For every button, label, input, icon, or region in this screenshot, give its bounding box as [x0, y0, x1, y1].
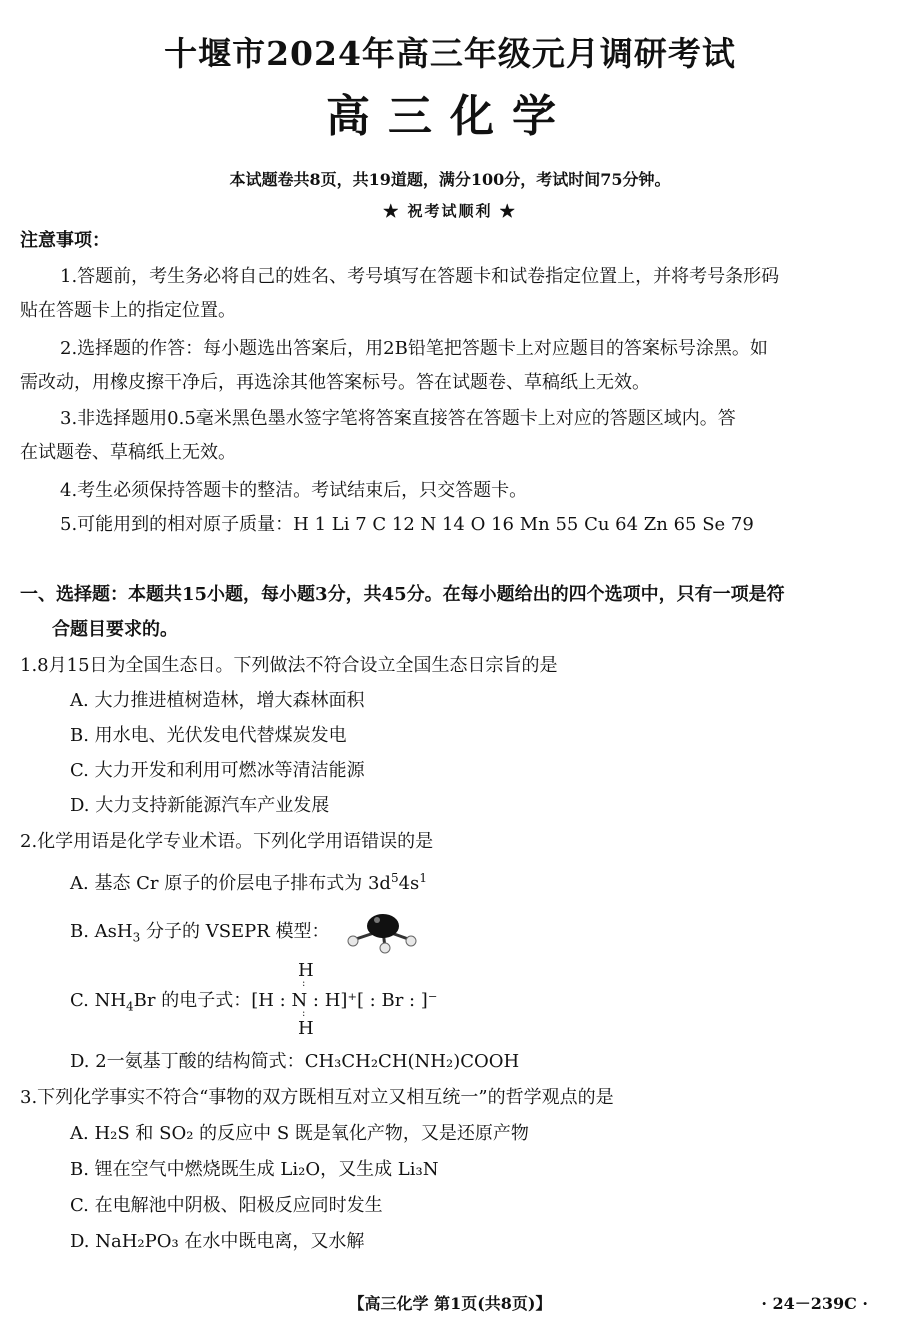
q3-option-a: A. H₂S 和 SO₂ 的反应中 S 既是氧化产物，又是还原产物	[70, 1123, 529, 1144]
q1-option-c: C. 大力开发和利用可燃冰等清洁能源	[70, 760, 365, 781]
q2-option-d	[70, 1049, 900, 1075]
q1-option-b: B. 用水电、光伏发电代替煤炭发电	[70, 725, 347, 746]
lewis-dots-top: :	[302, 978, 306, 989]
q2-option-a	[70, 865, 900, 897]
q2-b-text: B. AsH	[70, 921, 133, 942]
q2-b-text-2: 分子的 VSEPR 模型：	[140, 921, 330, 942]
q2-stem: 2.化学用语是化学专业术语。下列化学用语错误的是	[20, 831, 434, 852]
q2-option-c	[70, 960, 670, 1040]
q2-d-formula: CH₃CH₂CH(NH₂)COOH	[304, 1051, 520, 1072]
note-3-line-2: 在试题卷、草稿纸上无效。	[20, 442, 236, 463]
q2-d-label: D. 2一氨基丁酸的结构简式：	[70, 1051, 305, 1072]
exam-title: 十堰市2024年高三年级元月调研考试	[164, 34, 736, 73]
q2-a-sup-5: 5	[390, 871, 399, 885]
q2-c-text: C. NH	[70, 990, 127, 1011]
note-2-line-2: 需改动，用橡皮擦干净后，再选涂其他答案标号。答在试题卷、草稿纸上无效。	[20, 372, 650, 393]
section-1-heading-cont: 合题目要求的。	[52, 619, 178, 640]
q2-c-text-2: Br 的电子式：	[133, 990, 252, 1011]
q2-c-sub: 4	[126, 999, 134, 1014]
page-footer: 【高三化学 第1页(共8页)】	[348, 1294, 552, 1313]
note-5-atomic-masses: 5.可能用到的相对原子质量：H 1 Li 7 C 12 N 14 O 16 Mn 55 Cu 64 Zn 65 Se 79	[60, 514, 754, 535]
notes-heading: 注意事项：	[20, 230, 110, 251]
lewis-structure-formula: [H : N : H]⁺[ : Br : ]⁻	[251, 990, 438, 1011]
subject-title: 高三化学	[326, 91, 574, 142]
q2-a-sup-1: 1	[419, 871, 427, 885]
note-2-line-1: 2.选择题的作答：每小题选出答案后，用2B铅笔把答题卡上对应题目的答案标号涂黑。如	[60, 338, 768, 359]
vsepr-model-image	[341, 910, 421, 954]
note-1-line-2: 贴在答题卡上的指定位置。	[20, 300, 236, 321]
good-luck-line: ★ 祝考试顺利 ★	[383, 202, 517, 220]
q1-option-d: D. 大力支持新能源汽车产业发展	[70, 795, 330, 816]
note-1-line-1: 1.答题前，考生务必将自己的姓名、考号填写在答题卡和试卷指定位置上，并将考号条形码	[60, 266, 780, 287]
exam-intro: 本试题卷共8页，共19道题，满分100分，考试时间75分钟。	[229, 170, 671, 189]
q1-stem: 1.8月15日为全国生态日。下列做法不符合设立全国生态日宗旨的是	[20, 655, 558, 676]
q3-option-d: D. NaH₂PO₃ 在水中既电离，又水解	[70, 1231, 365, 1252]
q2-c-label	[70, 986, 437, 1014]
note-4: 4.考生必须保持答题卡的整洁。考试结束后，只交答题卡。	[60, 480, 528, 501]
note-3-line-1: 3.非选择题用0.5毫米黑色墨水签字笔将答案直接答在答题卡上对应的答题区域内。答	[60, 408, 736, 429]
q2-b-sub: 3	[132, 930, 141, 945]
q2-a-text: A. 基态 Cr 原子的价层电子排布式为 3d	[70, 873, 391, 894]
q2-option-b	[70, 910, 900, 954]
q3-stem: 3.下列化学事实不符合“事物的双方既相互对立又相互统一”的哲学观点的是	[20, 1087, 614, 1108]
paper-code: · 24－239C ·	[761, 1294, 868, 1313]
q3-option-b: B. 锂在空气中燃烧既生成 Li₂O，又生成 Li₃N	[70, 1159, 439, 1180]
lewis-h-bottom: H	[298, 1018, 314, 1039]
q1-option-a: A. 大力推进植树造林，增大森林面积	[70, 690, 365, 711]
q3-option-c: C. 在电解池中阴极、阳极反应同时发生	[70, 1195, 383, 1216]
section-1-heading: 一、选择题：本题共15小题，每小题3分，共45分。在每小题给出的四个选项中，只有一项是符	[20, 584, 785, 605]
lewis-dots-bottom: :	[302, 1008, 306, 1019]
q2-a-4s: 4s	[398, 873, 420, 894]
lewis-h-top: H	[298, 960, 314, 981]
